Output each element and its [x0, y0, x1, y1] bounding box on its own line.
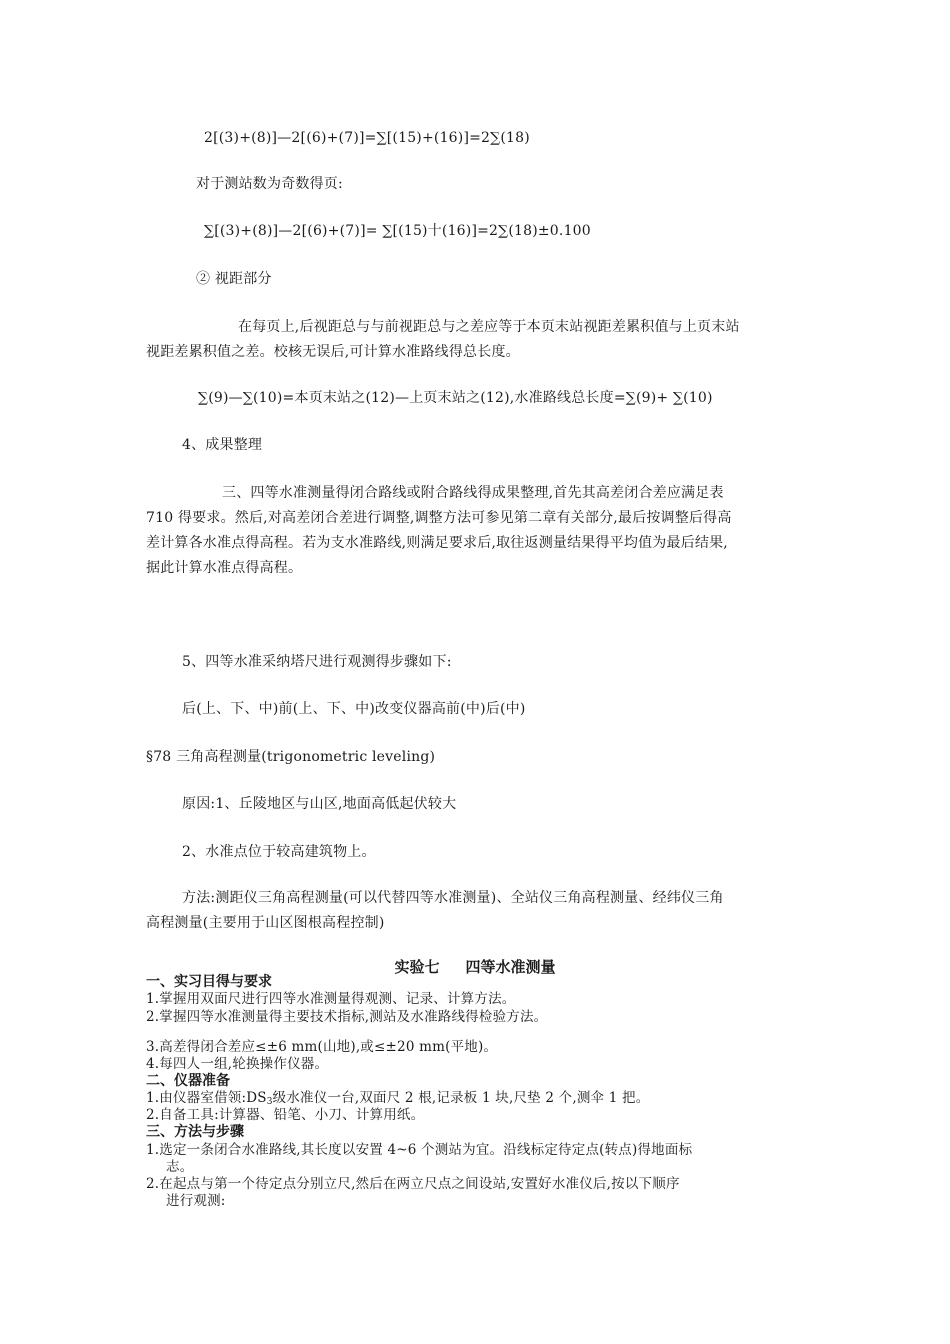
odd-stations-intro: 对于测站数为奇数得页:	[196, 176, 343, 192]
steps-heading: 5、四等水准采纳塔尺进行观测得步骤如下:	[182, 654, 452, 670]
section1-item4: 4.每四人一组,轮换操作仪器。	[146, 1056, 329, 1072]
section1-item2: 2.掌握四等水准测量得主要技术指标,测站及水准路线得检验方法。	[146, 1009, 548, 1025]
section2-heading: 二、仪器准备	[146, 1073, 230, 1089]
sight-distance-formula: ∑(9)—∑(10)=本页末站之(12)—上页末站之(12),水准路线总长度=∑(9)+ ∑(10)	[198, 390, 713, 406]
observation-order: 后(上、下、中)前(上、下、中)改变仪器高前(中)后(中)	[182, 701, 526, 717]
method-line2: 高程测量(主要用于山区图根高程控制)	[146, 915, 385, 931]
section2-item1-subscript: 3	[266, 1097, 273, 1107]
sight-distance-heading: ② 视距部分	[196, 271, 272, 287]
sight-distance-paragraph-line1: 在每页上,后视距总与与前视距总与之差应等于本页末站视距差累积值与上页末站	[238, 319, 740, 335]
results-paragraph-line3: 差计算各水准点得高程。若为支水准路线,则满足要求后,取往返测量结果得平均值为最后结果,	[146, 535, 728, 551]
section2-item1-prefix: 1.由仪器室借领:DS	[146, 1090, 267, 1106]
results-paragraph-line1: 三、四等水准测量得闭合路线或附合路线得成果整理,首先其高差闭合差应满足表	[222, 485, 724, 501]
sight-distance-paragraph-line2: 视距差累积值之差。校核无误后,可计算水准路线得总长度。	[146, 344, 520, 360]
section3-item2-line2: 进行观测:	[166, 1193, 226, 1209]
reason-line2: 2、水准点位于较高建筑物上。	[182, 844, 376, 860]
trigonometric-leveling-heading: §78 三角高程测量(trigonometric leveling)	[146, 749, 436, 765]
method-line1: 方法:测距仪三角高程测量(可以代替四等水准测量)、全站仪三角高程测量、经纬仪三角	[182, 890, 724, 906]
reason-line1: 原因:1、丘陵地区与山区,地面高低起伏较大	[182, 796, 457, 812]
formula-even-stations: 2[(3)+(8)]—2[(6)+(7)]=∑[(15)+(16)]=2∑(18)	[204, 130, 530, 146]
results-paragraph-line4: 据此计算水准点得高程。	[146, 560, 303, 576]
section3-item1-line1: 1.选定一条闭合水准路线,其长度以安置 4~6 个测站为宜。沿线标定待定点(转点)得地面标	[146, 1142, 693, 1158]
results-paragraph-line2: 710 得要求。然后,对高差闭合差进行调整,调整方法可参见第二章有关部分,最后按调整后得高	[146, 510, 732, 526]
formula-odd-stations: ∑[(3)+(8)]—2[(6)+(7)]= ∑[(15)十(16)]=2∑(18)±0.100	[204, 223, 591, 239]
results-heading: 4、成果整理	[182, 437, 263, 453]
section3-item1-line2: 志。	[166, 1159, 194, 1175]
section2-item2: 2.自备工具:计算器、铅笔、小刀、计算用纸。	[146, 1107, 425, 1123]
section2-item1-suffix: 级水准仪一台,双面尺 2 根,记录板 1 块,尺垫 2 个,测伞 1 把。	[272, 1090, 650, 1106]
section1-heading: 一、实习目得与要求	[146, 974, 272, 990]
lab-title-number: 实验七	[394, 958, 440, 976]
section1-item1: 1.掌握用双面尺进行四等水准测量得观测、记录、计算方法。	[146, 991, 516, 1007]
section3-heading: 三、方法与步骤	[146, 1124, 244, 1140]
section3-item2-line1: 2.在起点与第一个待定点分别立尺,然后在两立尺点之间设站,安置好水准仪后,按以下顺序	[146, 1176, 680, 1192]
lab-title-name: 四等水准测量	[465, 958, 556, 976]
lab-title	[0, 958, 950, 976]
section1-item3: 3.高差得闭合差应≤±6 mm(山地),或≤±20 mm(平地)。	[146, 1039, 498, 1055]
